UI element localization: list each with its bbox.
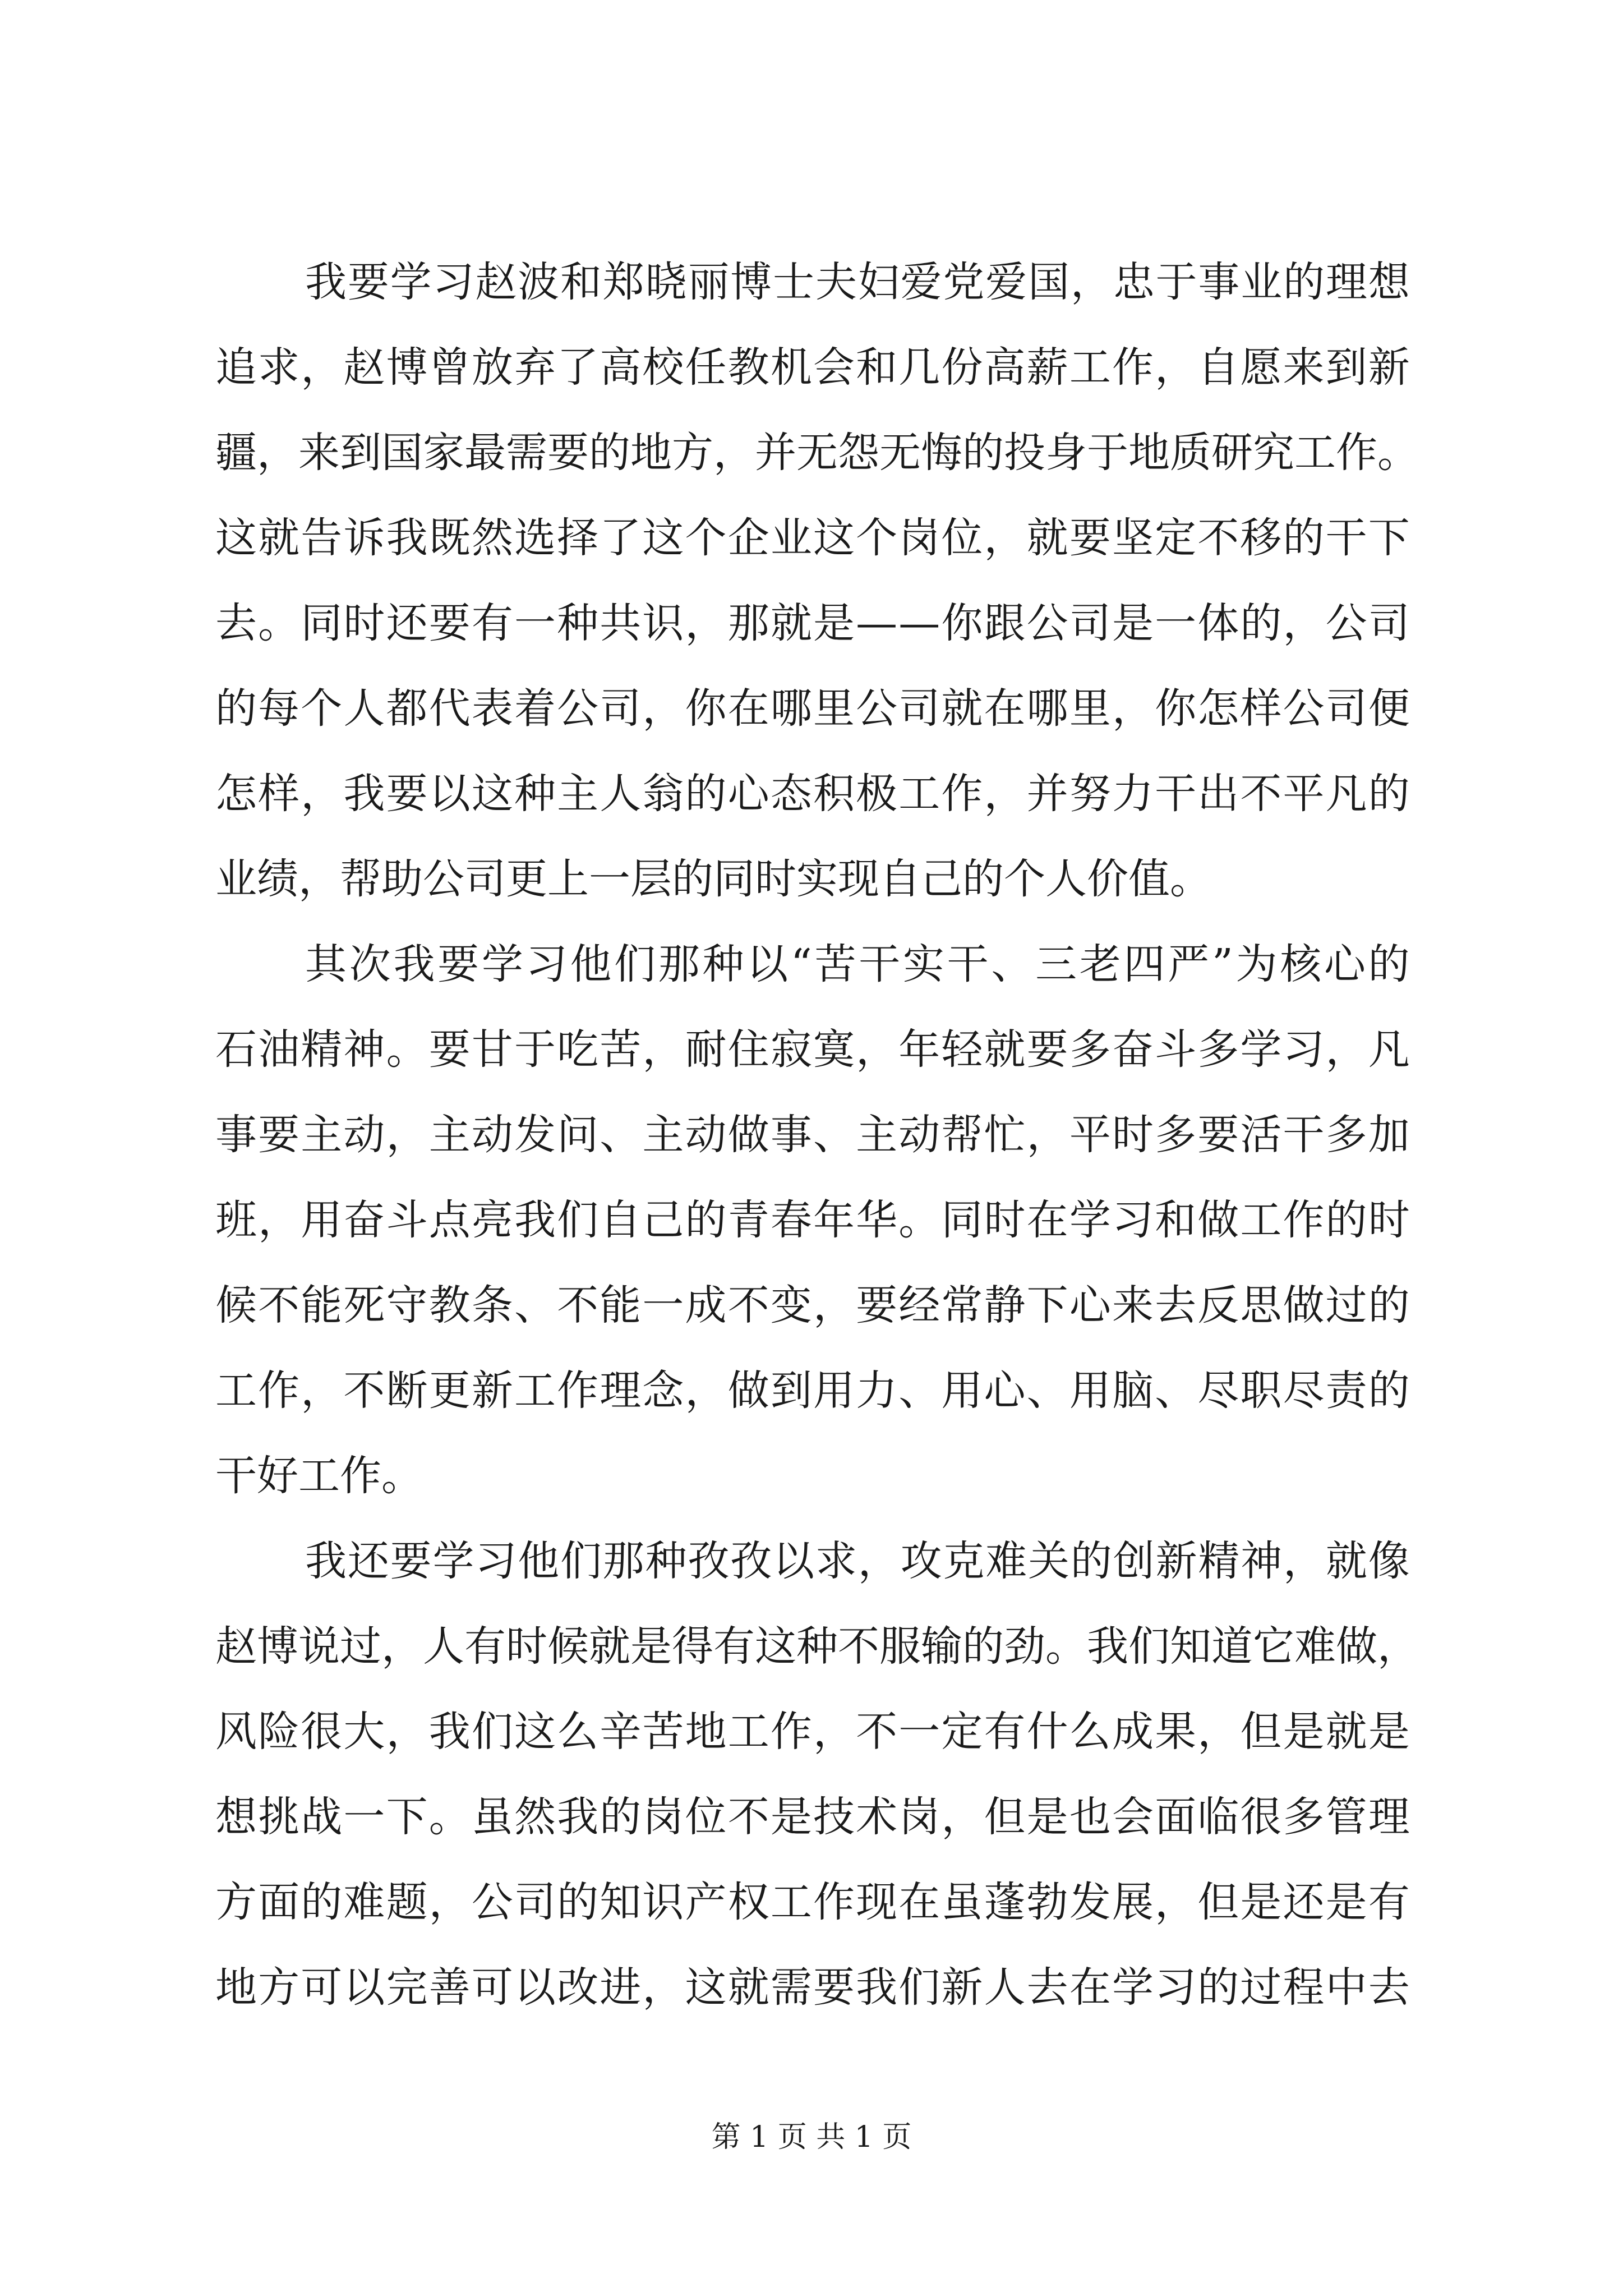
text-line: 怎 样 ， 我 要 以 这 种 主 人 翁 的 心 态 积 极 工 作 ， 并 努 力 干 出 不 平 凡 的 <box>215 770 1410 818</box>
text-line: 候 不 能 死 守 教 条 、 不 能 一 成 不 变 ， 要 经 常 静 下 心 来 去 反 思 做 过 的 <box>215 1281 1410 1329</box>
text-line: 工 作 ， 不 断 更 新 工 作 理 念 ， 做 到 用 力 、 用 心 、 用 脑 、 尽 职 尽 责 的 <box>215 1366 1410 1415</box>
text-line: 石 油 精 神 。 要 甘 于 吃 苦 ， 耐 住 寂 寞 ， 年 轻 就 要 多 奋 斗 多 学 习 ， 凡 <box>215 1025 1410 1074</box>
text-line: 想 挑 战 一 下 。 虽 然 我 的 岗 位 不 是 技 术 岗 ， 但 是 也 会 面 临 很 多 管 理 <box>215 1793 1410 1841</box>
text-line: 班 ， 用 奋 斗 点 亮 我 们 自 己 的 青 春 年 华 。 同 时 在 学 习 和 做 工 作 的 时 <box>215 1196 1410 1244</box>
text-line: 追 求 ， 赵 博 曾 放 弃 了 高 校 任 教 机 会 和 几 份 高 薪 工 作 ， 自 愿 来 到 新 <box>215 343 1410 392</box>
text-line: 干好工作。 <box>215 1452 423 1500</box>
text-line: 业绩，帮助公司更上一层的同时实现自己的个人价值。 <box>215 855 1211 903</box>
text-line: 疆 ， 来 到 国 家 最 需 要 的 地 方 ， 并 无 怨 无 悔 的 投 身 于 地 质 研 究 工 作 。 <box>215 429 1419 477</box>
text-line: 我 要 学 习 赵 波 和 郑 晓 丽 博 士 夫 妇 爱 党 爱 国 ， 忠 于 事 业 的 理 想 <box>305 258 1410 306</box>
text-line: 的 每 个 人 都 代 表 着 公 司 ， 你 在 哪 里 公 司 就 在 哪 里 ， 你 怎 样 公 司 便 <box>215 684 1410 733</box>
text-line: 我 还 要 学 习 他 们 那 种 孜 孜 以 求 ， 攻 克 难 关 的 创 新 精 神 ， 就 像 <box>305 1537 1410 1585</box>
text-line: 方 面 的 难 题 ， 公 司 的 知 识 产 权 工 作 现 在 虽 蓬 勃 发 展 ， 但 是 还 是 有 <box>215 1878 1410 1926</box>
text-line: 事 要 主 动 ， 主 动 发 问 、 主 动 做 事 、 主 动 帮 忙 ， 平 时 多 要 活 干 多 加 <box>215 1111 1410 1159</box>
text-line: 赵 博 说 过 ， 人 有 时 候 就 是 得 有 这 种 不 服 输 的 劲 。 我 们 知 道 它 难 做 ， <box>215 1622 1419 1671</box>
text-line: 这 就 告 诉 我 既 然 选 择 了 这 个 企 业 这 个 岗 位 ， 就 要 坚 定 不 移 的 干 下 <box>215 514 1410 562</box>
text-line: 其 次 我 要 学 习 他 们 那 种 以 “ 苦 干 实 干 、 三 老 四 严 ” 为 核 心 的 <box>305 940 1410 988</box>
text-line: 地 方 可 以 完 善 可 以 改 进 ， 这 就 需 要 我 们 新 人 去 在 学 习 的 过 程 中 去 <box>215 1963 1410 2012</box>
page-footer: 第 1 页 共 1 页 <box>711 2120 912 2154</box>
text-line: 风 险 很 大 ， 我 们 这 么 辛 苦 地 工 作 ， 不 一 定 有 什 么 成 果 ， 但 是 就 是 <box>215 1708 1410 1756</box>
text-line: 去 。 同 时 还 要 有 一 种 共 识 ， 那 就 是 — — 你 跟 公 司 是 一 体 的 ， 公 司 <box>215 599 1410 647</box>
